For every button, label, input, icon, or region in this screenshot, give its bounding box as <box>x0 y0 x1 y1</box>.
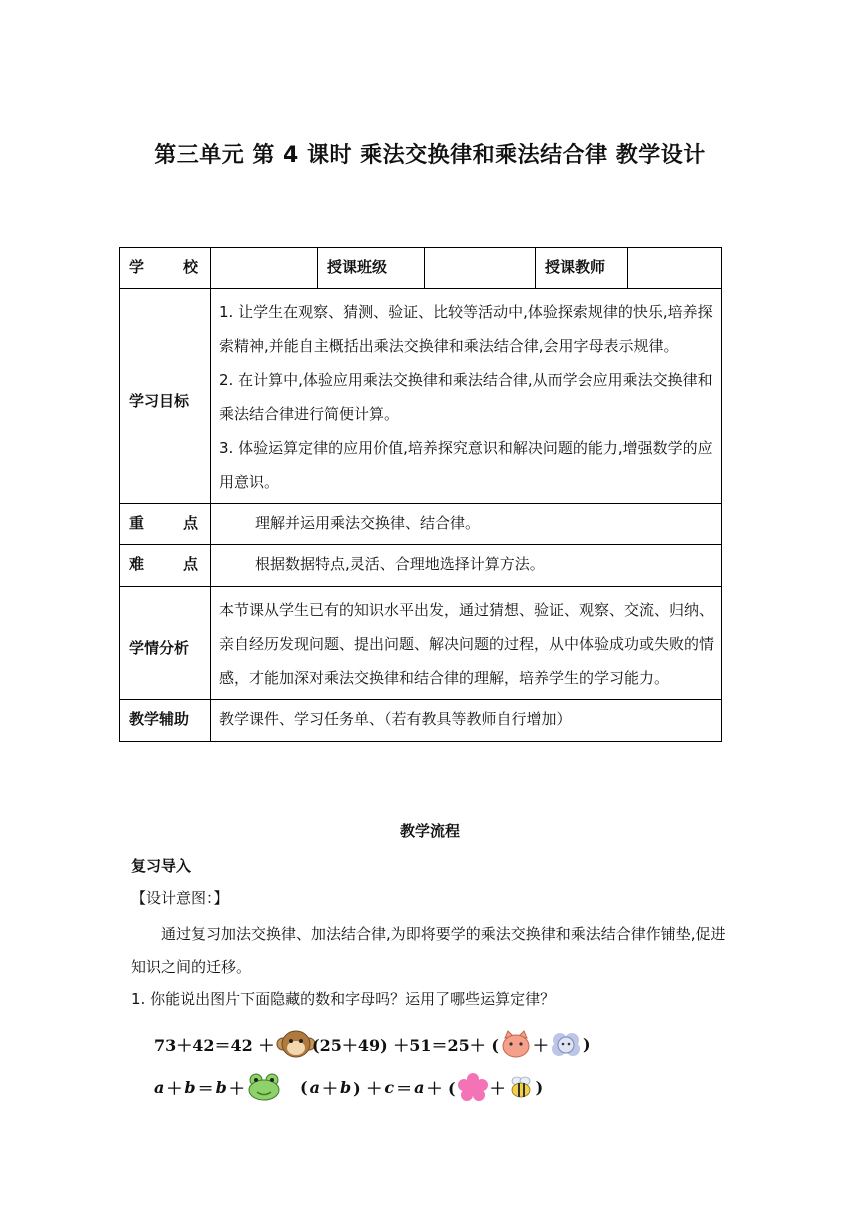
flow-title: 教学流程 <box>399 822 460 840</box>
teacher-value[interactable] <box>628 248 722 289</box>
frog-icon <box>247 1073 281 1101</box>
design-intent-label: 【设计意图：】 <box>131 889 229 907</box>
objective-item: 1. 让学生在观察、猜测、验证、比较等活动中,体验探索规律的快乐,培养探索精神,并能自主概括出乘法交换律和乘法结合律,会用字母表示规律。 <box>219 303 713 355</box>
equation-4: ( a ＋ b ) ＋ c ＝ a ＋ ( ＋ ) <box>300 1073 543 1101</box>
sheep-icon <box>551 1030 581 1058</box>
objective-item: 2. 在计算中,体验应用乘法交换律和乘法结合律,从而学会应用乘法交换律和乘法结合律进行简便计算。 <box>219 371 713 423</box>
difficulty-label: 难 点 <box>120 545 211 587</box>
school-label: 学 校 <box>120 248 211 289</box>
table-row <box>120 289 722 504</box>
flower-icon <box>458 1073 488 1101</box>
bee-icon <box>508 1073 534 1101</box>
objective-item: 3. 体验运算定律的应用价值,培养探究意识和解决问题的能力,增强数学的应用意识。 <box>219 439 713 491</box>
key-point-label: 重 点 <box>120 504 211 545</box>
table-row <box>120 700 722 742</box>
aids-text: 教学课件、学习任务单、（若有教具等教师自行增加） <box>211 700 722 742</box>
table-row <box>120 248 722 289</box>
school-value[interactable] <box>211 248 318 289</box>
analysis-text: 本节课从学生已有的知识水平出发，通过猜想、验证、观察、交流、归纳、亲自经历发现问题、提出问题、解决问题的过程，从中体验成功或失败的情感，才能加深对乘法交换律和结合律的理解，培养学生的学习能力。 <box>211 587 722 700</box>
objectives-cell <box>211 289 722 504</box>
table-row <box>120 587 722 700</box>
question-1: 1. 你能说出图片下面隐藏的数和字母吗？运用了哪些运算定律？ <box>131 990 556 1008</box>
table-row <box>120 545 722 587</box>
key-point-text: 理解并运用乘法交换律、结合律。 <box>211 504 722 545</box>
design-intent-text: 通过复习加法交换律、加法结合律,为即将要学的乘法交换律和乘法结合律作铺垫,促进知识之间的迁移。 <box>131 925 726 976</box>
equation-3: a ＋ b ＝ b ＋ <box>154 1073 281 1101</box>
class-value[interactable] <box>425 248 536 289</box>
cat-icon <box>501 1030 531 1058</box>
monkey-icon <box>276 1030 316 1058</box>
table-row <box>120 504 722 545</box>
info-table <box>119 247 722 742</box>
equation-2: (25＋49) ＋51＝25＋ ( ＋ ) <box>312 1030 591 1058</box>
objectives-label: 学习目标 <box>120 289 211 504</box>
difficulty-text: 根据数据特点,灵活、合理地选择计算方法。 <box>211 545 722 587</box>
aids-label: 教学辅助 <box>120 700 211 742</box>
equation-1: 73＋42＝42 ＋ <box>154 1030 316 1058</box>
page-title: 第三单元 第 4 课时 乘法交换律和乘法结合律 教学设计 <box>154 143 706 168</box>
analysis-label: 学情分析 <box>120 587 211 700</box>
review-heading: 复习导入 <box>131 857 192 875</box>
teacher-label: 授课教师 <box>536 248 628 289</box>
class-label: 授课班级 <box>318 248 425 289</box>
